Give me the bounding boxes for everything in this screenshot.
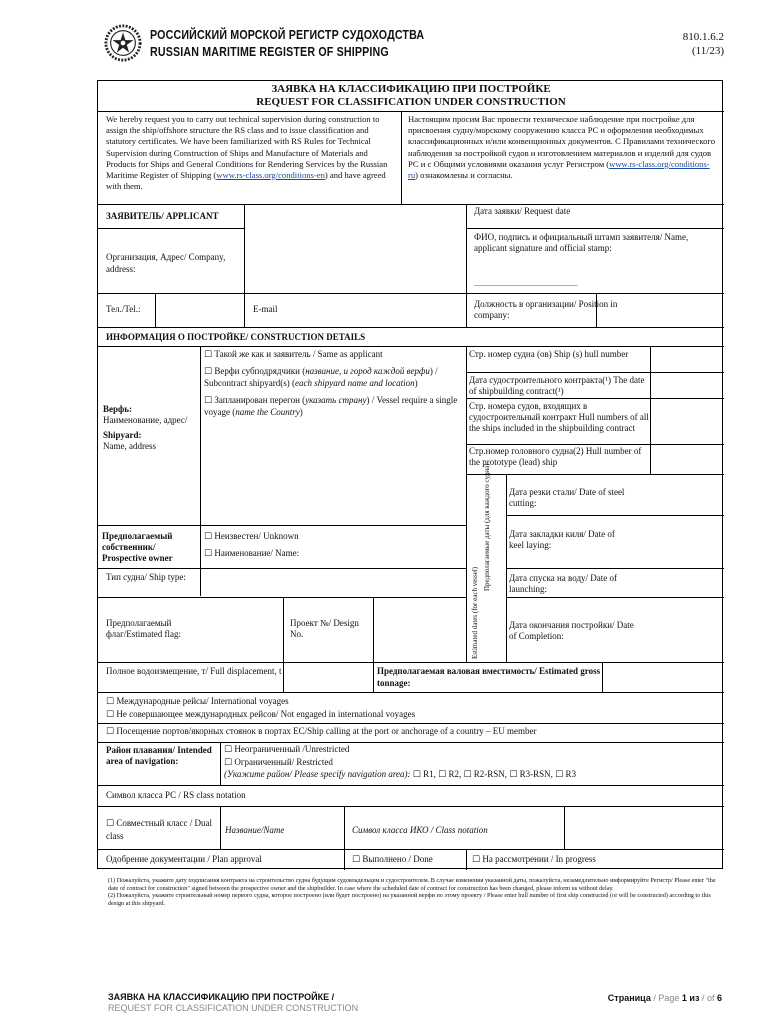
- request-date-label: Дата заявки/ Request date: [474, 206, 571, 216]
- plan-done-label: Выполнено / Done: [362, 854, 433, 864]
- checkbox-icon[interactable]: ☐: [438, 770, 447, 780]
- plan-in-progress-option[interactable]: [472, 854, 672, 866]
- intro-en-text: We hereby request you to carry out technical supervision during construction to assign the ship/offshore structure the RS class and to issue classification and statutory certificates. We have been familiarized with RS Rules for Technical Supervision during Construction of Ships and Manufacture of Materials and Products for Ships and General Conditions for Rendering Services by the Russian Maritime Register of Shipping (: [106, 114, 388, 181]
- gross-tonnage-label: Предполагаемая валовая вместимость/ Estimated gross tonnage:: [377, 666, 601, 688]
- owner-label: Предполагаемый собственник/ Prospective owner: [102, 531, 173, 563]
- checkbox-icon[interactable]: ☐: [204, 367, 213, 377]
- option-single-voyage[interactable]: [204, 395, 464, 418]
- intro-en-tail: ) and have agreed with them.: [106, 170, 386, 192]
- keel-laying-label: Дата закладки киля/ Date of keel laying:: [509, 529, 615, 550]
- checkbox-icon[interactable]: ☐: [204, 396, 213, 406]
- checkbox-icon[interactable]: ☐: [224, 745, 233, 755]
- checkbox-icon[interactable]: ☐: [412, 770, 421, 780]
- option-sub-text2: ) / Subcontract shipyard(s) (: [204, 366, 438, 388]
- applicant-info-input[interactable]: [246, 206, 464, 326]
- rs-logo-emblem: [104, 24, 142, 62]
- page-footer-title: [108, 992, 358, 1014]
- flag-label: Предполагаемый флаг/Estimated flag:: [106, 618, 182, 639]
- option-voyage-italic2: name the Country: [235, 407, 300, 417]
- option-voyage-close: ): [299, 407, 303, 417]
- area-label: R3: [565, 769, 576, 779]
- page-word-ru: Страница: [607, 993, 651, 1003]
- email-label: E-mail: [253, 304, 278, 314]
- plan-in-progress-label: На рассмотрении / In progress: [482, 854, 596, 864]
- plan-done-option[interactable]: [352, 854, 462, 866]
- checkbox-icon[interactable]: ☐: [106, 697, 115, 707]
- owner-options: [204, 531, 464, 560]
- ship-type-label: Тип судна/ Ship type:: [106, 572, 186, 582]
- of-word-en: of: [706, 993, 715, 1003]
- estimated-dates-ru: Предполагаемые даты (для каждого судна): [483, 463, 491, 591]
- doc-version: (11/23): [692, 45, 724, 57]
- checkbox-icon[interactable]: ☐: [224, 757, 233, 768]
- area-label: R3-RSN,: [519, 769, 553, 779]
- page-word-en: Page: [658, 993, 680, 1003]
- phone-label: Тел./Tel.:: [106, 304, 141, 314]
- position-label: Должность в организации/ Position in company:: [474, 299, 618, 320]
- option-sub-text: Верфи субподрядчики (: [214, 366, 306, 376]
- checkbox-icon[interactable]: ☐: [106, 819, 115, 829]
- hull-numbers-all-label: Стр. номера судов, входящих в судостроительный контракт Hull numbers of all the ships included in the shipbuilding contract: [469, 401, 649, 433]
- applicant-section-label: ЗАЯВИТЕЛЬ/ APPLICANT: [106, 211, 219, 221]
- option-voyage-text: Запланирован перегон (: [214, 395, 306, 405]
- org-address-label: Организация, Адрес/ Company, address:: [106, 252, 226, 274]
- organization-name: [150, 26, 424, 60]
- org-name-en: RUSSIAN MARITIME REGISTER OF SHIPPING: [150, 44, 389, 59]
- checkbox-icon[interactable]: ☐: [472, 855, 481, 865]
- international-voyages-option[interactable]: [106, 695, 716, 708]
- navigation-area-row: [224, 769, 719, 782]
- intro-ru-tail: ) ознакомлены и согласны.: [415, 170, 513, 181]
- completion-label: Дата окончания постройки/ Date of Completion:: [509, 620, 634, 641]
- shipyard-sub-en: Name, address: [103, 441, 156, 451]
- org-name-ru: РОССИЙСКИЙ МОРСКОЙ РЕГИСТР СУДОХОДСТВА: [150, 27, 425, 42]
- owner-unknown-label: Неизвестен/ Unknown: [214, 531, 299, 541]
- contract-date-label: Дата судостроительного контракта(¹) The date of shipbuilding contract(¹): [469, 375, 645, 396]
- option-sub-italic2: each shipyard name and location: [294, 378, 415, 388]
- conditions-en-link[interactable]: www.rs-class.org/conditions-en: [216, 170, 325, 181]
- page-number: 1: [681, 993, 687, 1003]
- area-label: R2-RSN,: [473, 769, 508, 779]
- dual-class-option[interactable]: [106, 818, 216, 842]
- checkbox-icon[interactable]: ☐: [463, 770, 472, 780]
- option-voyage-italic: указать страну: [305, 395, 367, 405]
- construction-section-label: ИНФОРМАЦИЯ О ПОСТРОЙКЕ/ CONSTRUCTION DETAILS: [106, 332, 366, 342]
- plan-approval-label: Одобрение документации / Plan approval: [106, 854, 262, 864]
- checkbox-icon[interactable]: ☐: [106, 727, 115, 737]
- launching-label: Дата спуска на воду/ Date of launching:: [509, 573, 618, 594]
- area-r3-option[interactable]: [555, 769, 576, 779]
- footer-title-en: REQUEST FOR CLASSIFICATION UNDER CONSTRUCTION: [108, 1003, 359, 1013]
- doc-number: 810.1.6.2: [682, 31, 724, 43]
- restricted-label: Ограниченный/ Restricted: [234, 756, 333, 767]
- not-international-label: Не совершающее международных рейсов/ Not engaged in international voyages: [116, 709, 416, 719]
- option-sub-italic: название, и город каждой верфи: [305, 366, 430, 376]
- document-number: [683, 30, 724, 58]
- footer-title-ru: ЗАЯВКА НА КЛАССИФИКАЦИЮ ПРИ ПОСТРОЙКЕ /: [108, 992, 335, 1002]
- area-r2-rsn-option[interactable]: [463, 769, 507, 779]
- navigation-label: Район плавания/ Intended area of navigation:: [106, 745, 212, 766]
- class-notation-label: Символ класса РС / RS class notation: [106, 790, 246, 800]
- conditions-ru-link[interactable]: www.rs-class.org/conditions-ru: [408, 158, 710, 181]
- footnote-2: (2) Пожалуйста, укажите строительный номер первого судна, которое построено (или будет построено) на указанной верфи по этому проекту / Please enter hull number of first ship constructed (or will be constructed) according to this design at this shipyard.: [108, 892, 711, 907]
- hull-number-label: Стр. номер судна (ов) Ship (s) hull number: [469, 349, 629, 359]
- project-label: Проект №/ Design No.: [290, 618, 359, 639]
- request-form: [97, 80, 723, 869]
- checkbox-icon[interactable]: ☐: [555, 770, 564, 780]
- page-total: 6: [716, 993, 722, 1003]
- unrestricted-label: Неограниченный /Unrestricted: [234, 744, 350, 754]
- prototype-hull-label: Стр.номер головного судна(2) Hull number of the prototype (lead) ship: [469, 446, 642, 467]
- footnotes: [108, 877, 718, 907]
- shipyard-label: [103, 404, 198, 452]
- owner-name-label: Наименование/ Name:: [214, 548, 300, 558]
- eu-ports-label: Посещение портов/якорных стоянок в портах ЕС/Ship calling at the port or anchorage of a country – EU member: [116, 726, 537, 736]
- shipyard-title-en: Shipyard:: [103, 430, 142, 440]
- option-same-as-applicant[interactable]: [204, 349, 464, 361]
- form-title: [98, 83, 724, 109]
- estimated-dates-en: Estimated dates (for each vessel): [471, 566, 479, 659]
- steel-cutting-label: Дата резки стали/ Date of steel cutting:: [509, 487, 625, 508]
- checkbox-icon[interactable]: ☐: [352, 855, 361, 865]
- owner-unknown-option[interactable]: [204, 531, 464, 543]
- form-title-ru: ЗАЯВКА НА КЛАССИФИКАЦИЮ ПРИ ПОСТРОЙКЕ: [271, 83, 551, 95]
- checkbox-icon[interactable]: ☐: [106, 710, 115, 720]
- area-r1-option[interactable]: [413, 769, 436, 779]
- dual-class-name-label: Название/Name: [225, 825, 285, 835]
- checkbox-icon[interactable]: ☐: [204, 549, 213, 559]
- signature-line: _______________________: [474, 277, 578, 287]
- international-voyages-label: Международные рейсы/ International voyages: [116, 696, 289, 706]
- of-word-ru: из: [689, 993, 700, 1003]
- option-same-label: Такой же как и заявитель / Same as applicant: [214, 349, 383, 359]
- footnote-1: (1) Пожалуйста, укажите дату подписания контракта на строительство судна будущим судовладельцем и судостроителем. В случае изменения указанной даты, пожалуйста, незамедлительно информируйте Регистр/ Please enter "the date of contract for construction" signed between the prospective owner and the shipbuilder. In case where the scheduled date of contract for construction has been changed, please inform us without delay.: [108, 877, 716, 892]
- displacement-label: Полное водоизмещение, т/ Full displacement, t: [106, 666, 282, 676]
- option-sub-close: ): [414, 378, 418, 388]
- iko-class-notation-label: Символ класса ИКО / Class notation: [352, 825, 488, 835]
- specify-area-label: (Укажите район/ Please specify navigation area):: [224, 769, 411, 779]
- not-international-option[interactable]: [106, 708, 716, 721]
- shipyard-title-ru: Верфь:: [103, 404, 132, 414]
- area-r2-option[interactable]: [438, 769, 461, 779]
- shipyard-sub-ru: Наименование, адрес/: [103, 415, 188, 425]
- unrestricted-option[interactable]: [224, 744, 719, 757]
- form-title-en: REQUEST FOR CLASSIFICATION UNDER CONSTRUCTION: [256, 96, 566, 108]
- checkbox-icon[interactable]: ☐: [204, 350, 213, 360]
- eu-ports-option[interactable]: [106, 726, 716, 738]
- option-subcontract-shipyards[interactable]: [204, 366, 464, 389]
- checkbox-icon[interactable]: ☐: [204, 532, 213, 542]
- signature-label: ФИО, подпись и официальный штамп заявителя/ Name, applicant signature and official stamp:: [474, 232, 689, 253]
- dual-class-label: Совместный класс / Dual class: [106, 818, 213, 841]
- shipyard-options: [204, 349, 464, 418]
- navigation-options: [224, 744, 719, 782]
- owner-name-option[interactable]: [204, 548, 464, 560]
- area-label: R1,: [423, 769, 436, 779]
- intro-en: [106, 114, 396, 204]
- intro-ru-text: Настоящим просим Вас провести техническое наблюдение при постройке для присвоения судну/морскому сооружению класса РС и оформления необходимых классификационных и/или конвенционных документов. С Правилами технического наблюдения за постройкой судов и изготовлением материалов и изделий для судов РС и с Общими условиями оказания услуг Регистром (: [408, 114, 715, 169]
- area-label: R2,: [448, 769, 462, 779]
- page-indicator: Страница / Page 1 из / of 6: [607, 993, 722, 1003]
- checkbox-icon[interactable]: ☐: [509, 770, 518, 780]
- intro-ru: [408, 114, 718, 204]
- voyage-options: [106, 695, 716, 721]
- restricted-option[interactable]: [224, 757, 719, 770]
- option-voyage-text2: ) / Vessel require a single voyage (: [204, 395, 458, 417]
- area-r3-rsn-option[interactable]: [509, 769, 553, 779]
